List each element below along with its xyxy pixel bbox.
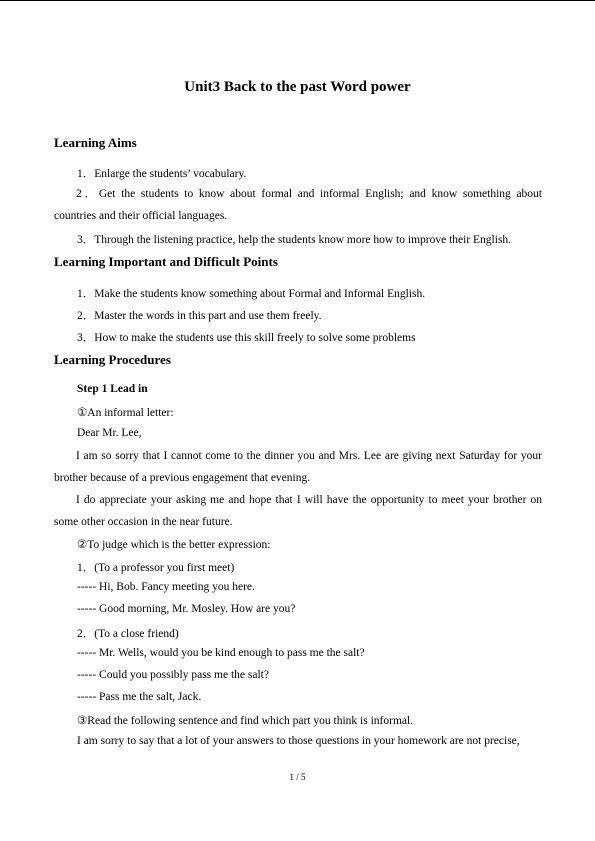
points-item-3: 3．How to make the students use this skill freely to solve some problems bbox=[77, 332, 416, 344]
learning-procedures-heading: Learning Procedures bbox=[54, 352, 171, 367]
letter-paragraph-1: I am so sorry that I cannot come to the dinner you and Mrs. Lee are giving next Saturday for your brother because of a previous engagement that evening. bbox=[54, 450, 542, 484]
question-1: 1．(To a professor you first meet) bbox=[77, 562, 235, 574]
page-top-rule bbox=[0, 0, 595, 1]
learning-aims-heading: Learning Aims bbox=[54, 135, 137, 150]
document-title: Unit3 Back to the past Word power bbox=[184, 79, 411, 95]
question-2-option-b: ----- Could you possibly pass me the salt? bbox=[77, 669, 269, 681]
letter-salutation: Dear Mr. Lee, bbox=[77, 427, 142, 439]
question-2-option-a: ----- Mr. Wells, would you be kind enough to pass me the salt? bbox=[77, 647, 365, 659]
points-item-2: 2．Master the words in this part and use them freely. bbox=[77, 310, 322, 322]
aims-item-2: 2．Get the students to know about formal and informal English; and know something about countries and their official languages. bbox=[54, 188, 542, 222]
points-item-1: 1．Make the students know something about Formal and Informal English. bbox=[77, 288, 426, 300]
judge-expression-label: ②To judge which is the better expression: bbox=[77, 539, 271, 551]
example-sentence: I am sorry to say that a lot of your answers to those questions in your homework are not precise, bbox=[77, 735, 520, 747]
question-2-option-c: ----- Pass me the salt, Jack. bbox=[77, 691, 202, 703]
aims-item-1: 1．Enlarge the students’ vocabulary. bbox=[77, 168, 247, 180]
question-2: 2．(To a close friend) bbox=[77, 628, 179, 640]
page-number: 1 / 5 bbox=[289, 772, 306, 782]
step-1-label: Step 1 Lead in bbox=[77, 383, 148, 395]
important-points-heading: Learning Important and Difficult Points bbox=[54, 254, 278, 269]
question-1-option-b: ----- Good morning, Mr. Mosley. How are you? bbox=[77, 603, 296, 615]
question-1-option-a: ----- Hi, Bob. Fancy meeting you here. bbox=[77, 581, 255, 593]
letter-paragraph-2: I do appreciate your asking me and hope that I will have the opportunity to meet your brother on some other occasion in the near future. bbox=[54, 494, 542, 528]
informal-letter-label: ①An informal letter: bbox=[77, 407, 174, 419]
read-sentence-instruction: ③Read the following sentence and find which part you think is informal. bbox=[77, 715, 414, 727]
aims-item-3: 3．Through the listening practice, help the students know more how to improve their English. bbox=[77, 234, 512, 246]
